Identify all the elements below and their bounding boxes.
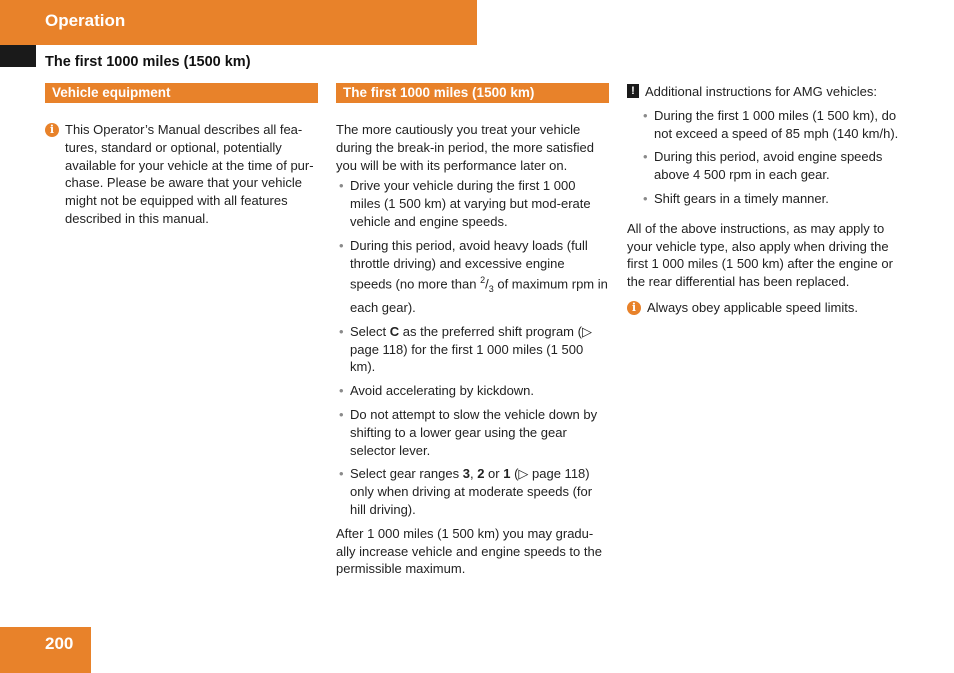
- bullet-icon: •: [643, 149, 648, 165]
- list-item-text: Select: [350, 323, 390, 339]
- bullet-icon: •: [339, 323, 344, 339]
- warning-note: [627, 83, 903, 101]
- bullet-icon: •: [643, 190, 648, 206]
- info-note: [45, 121, 318, 228]
- list-item: [640, 148, 903, 184]
- column-amg-instructions: [627, 83, 903, 317]
- list-item-text: Select gear ranges: [350, 466, 463, 482]
- list-item: [640, 190, 903, 208]
- list-item: [336, 237, 609, 317]
- list-item-text: ,: [469, 466, 478, 482]
- fraction-numerator: 2: [480, 275, 486, 286]
- list-item-text: of maximum rpm in each gear).: [350, 276, 608, 316]
- list-item: [336, 323, 609, 376]
- bullet-icon: •: [339, 383, 344, 399]
- list-item-text: Do not attempt to slow the vehicle down by shifting to a lower gear using the gear selector lever.: [350, 407, 598, 458]
- bullet-icon: •: [339, 178, 344, 194]
- info-icon: i: [45, 123, 59, 137]
- bullet-icon: •: [339, 407, 344, 423]
- fraction-slash: /: [485, 276, 489, 292]
- list-item: [640, 107, 903, 143]
- bullet-icon: •: [643, 107, 648, 123]
- page-number: 200: [45, 634, 74, 653]
- list-item-text: Shift gears in a timely manner.: [654, 190, 829, 206]
- bullet-icon: •: [339, 466, 344, 482]
- intro-paragraph: The more cautiously you treat your vehicle during the break-in period, the more satisfied you will be with its performance later on.: [336, 122, 594, 173]
- amg-paragraph: All of the above instructions, as may apply to your vehicle type, also apply when driving the first 1 000 miles (1 500 km) after the engine or the rear differential has been replaced.: [627, 220, 893, 290]
- list-item-text: or: [484, 466, 504, 482]
- list-item-text: as the preferred shift program (▷ page 118) for the first 1 000 miles (1 500 km).: [350, 323, 592, 375]
- list-item-text: Drive your vehicle during the first 1 000 miles (1 500 km) at varying but mod-erate vehicle and engine speeds.: [350, 178, 591, 229]
- list-item: [336, 406, 609, 459]
- list-item-text: (▷ page 118) only when driving at moderate speeds (for hill driving).: [350, 466, 593, 518]
- amg-list: [640, 107, 903, 208]
- instruction-list: [336, 177, 609, 518]
- list-item-text: Avoid accelerating by kickdown.: [350, 383, 535, 399]
- chapter-tab-marker: [0, 45, 36, 67]
- list-item: [336, 177, 609, 230]
- gear-range-label: 2: [477, 466, 485, 482]
- list-item-text: During this period, avoid heavy loads (full throttle driving) and excessive engine speeds (no more than: [350, 237, 588, 292]
- list-item: [336, 465, 609, 518]
- shift-program-label: C: [389, 323, 400, 339]
- list-item-text: During this period, avoid engine speeds above 4 500 rpm in each gear.: [654, 149, 883, 183]
- column-vehicle-equipment: [45, 83, 318, 228]
- chapter-title: Operation: [45, 11, 126, 30]
- list-item-text: During the first 1 000 miles (1 500 km), do not exceed a speed of 85 mph (140 km/h).: [654, 107, 899, 141]
- gear-range-label: 3: [462, 466, 470, 482]
- info-text: This Operator’s Manual describes all fea-tures, standard or optional, potentially available for your vehicle at the time of pur-chase. Please be aware that your vehicle might not be equipped with all features described in this manual.: [65, 122, 314, 226]
- bullet-icon: •: [339, 237, 344, 253]
- section-title: The first 1000 miles (1500 km): [45, 54, 251, 70]
- column-first-1000-miles: [336, 83, 609, 578]
- column-heading: Vehicle equipment: [45, 83, 318, 103]
- gear-range-label: 1: [503, 466, 511, 482]
- info-note: [627, 299, 903, 317]
- info-text: Always obey applicable speed limits.: [647, 299, 858, 315]
- warning-text: Additional instructions for AMG vehicles:: [645, 84, 877, 99]
- warning-icon: !: [627, 84, 639, 98]
- fraction-denominator: 3: [488, 284, 494, 295]
- column-heading: The first 1000 miles (1500 km): [336, 83, 609, 103]
- list-item: [336, 382, 609, 400]
- info-icon: i: [627, 301, 641, 315]
- outro-paragraph: After 1 000 miles (1 500 km) you may gradu-ally increase vehicle and engine speeds to the permissible maximum.: [336, 525, 602, 577]
